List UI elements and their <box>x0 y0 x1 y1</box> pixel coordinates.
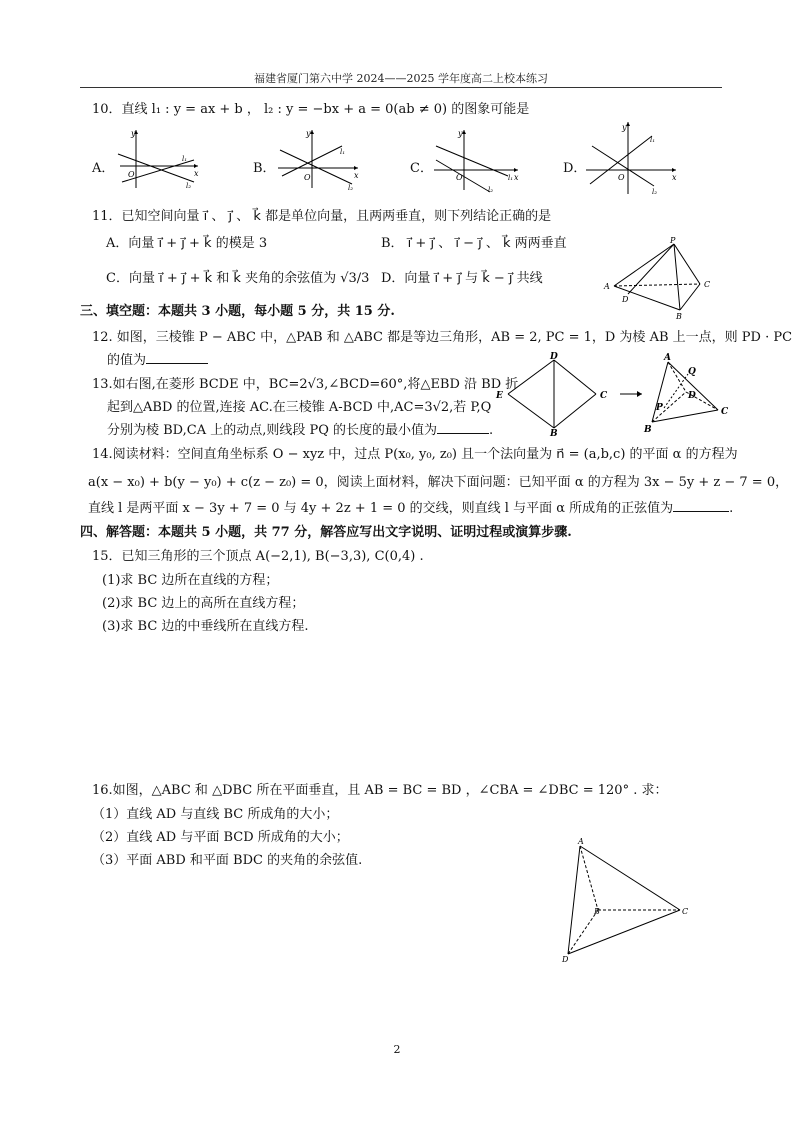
q12-line2 <box>107 352 208 370</box>
q13-fig-label-d: D <box>550 352 558 362</box>
header-divider <box>80 87 722 88</box>
q12-answer-prompt: 的值为 <box>107 353 147 368</box>
graph-d-l1-label: l₁ <box>650 136 656 144</box>
q10-stem: 10．直线 l₁ : y = ax + b ， l₂ : y = −bx + a = 0(ab ≠ 0) 的图象可能是 <box>92 102 530 117</box>
graph-c-l2-label: l₂ <box>488 186 494 194</box>
q16-figure <box>556 834 696 964</box>
graph-c-origin-label: O <box>456 173 463 182</box>
page-header: 福建省厦门第六中学 2024——2025 学年度高二上校本练习 <box>254 72 548 85</box>
q11-fig-label-a: A <box>604 282 610 291</box>
q13-fig-label-c: C <box>600 391 608 401</box>
graph-a-l2-label: l₂ <box>186 182 192 190</box>
q13-fig-label-c2: C <box>721 407 729 417</box>
q10-option-c-label: C． <box>410 161 433 176</box>
graph-a-l1-label: l₁ <box>182 155 188 163</box>
q10-option-b-label: B． <box>253 161 276 176</box>
q16-part2: （2）直线 AD 与平面 BCD 所成角的大小； <box>92 830 349 845</box>
graph-b-l2-label: l₂ <box>348 184 354 192</box>
q15-part2: (2)求 BC 边上的高所在直线方程； <box>102 596 305 611</box>
q13-rhombus-fold-figure <box>492 352 742 436</box>
page-number: 2 <box>393 1043 401 1056</box>
q13-fig-label-q: Q <box>688 367 696 377</box>
q15-part3: (3)求 BC 边的中垂线所在直线方程. <box>102 619 309 634</box>
q11-fig-label-d: D <box>622 295 629 304</box>
q11-option-c: C．向量 i⃗ + j⃗ + k⃗ 和 k⃗ 夹角的余弦值为 √3/3 <box>106 271 370 286</box>
q10-option-a-label: A． <box>92 161 115 176</box>
q10-graph-a <box>112 124 202 192</box>
q16-fig-label-b: B <box>594 907 600 916</box>
q16-fig-label-a: A <box>578 837 584 846</box>
q13-fig-label-e: E <box>496 391 503 401</box>
q14-line3: 直线 l 是两平面 x − 3y + 7 = 0 与 4y + 2z + 1 = 0 的交线，则直线 l 与平面 α 所成角的正弦值为 . <box>88 501 734 516</box>
q10-graph-b <box>272 124 362 192</box>
section-4-title: 四、解答题：本题共 5 小题，共 77 分，解答应写出文字说明、证明过程或演算步骤. <box>80 525 572 540</box>
graph-b-y-label: y <box>306 129 311 138</box>
q10-option-d-label: D． <box>563 161 587 176</box>
graph-c-y-label: y <box>458 129 463 138</box>
q15-part1: (1)求 BC 边所在直线的方程； <box>102 573 279 588</box>
q13-fig-label-d2: D <box>688 391 696 401</box>
q13-fig-label-a: A <box>664 353 671 363</box>
q11-pyramid-figure <box>600 234 730 320</box>
q11-fig-label-b: B <box>676 312 682 320</box>
q11-option-a: A．向量 i⃗ + j⃗ + k⃗ 的模是 3 <box>106 236 268 251</box>
q10-graph-d <box>582 118 682 196</box>
q14-answer-blank <box>673 500 729 512</box>
q16-fig-label-d: D <box>562 955 569 964</box>
q15-stem: 15．已知三角形的三个顶点 A(−2,1), B(−3,3), C(0,4) . <box>92 549 424 564</box>
q11-fig-label-c: C <box>704 280 711 289</box>
graph-b-l1-label: l₁ <box>340 148 346 156</box>
q14-line1: 14.阅读材料：空间直角坐标系 O − xyz 中，过点 P(x₀, y₀, z₀) 且一个法向量为 n⃗ = (a,b,c) 的平面 α 的方程为 <box>92 447 738 462</box>
q10-graph-c <box>428 124 524 194</box>
graph-b-x-label: x <box>354 171 359 180</box>
q16-part3: （3）平面 ABD 和平面 BDC 的夹角的余弦值. <box>92 853 363 868</box>
graph-b-origin-label: O <box>304 173 311 182</box>
q16-fig-label-c: C <box>682 907 689 916</box>
q11-stem: 11．已知空间向量 i⃗ 、 j⃗ 、 k⃗ 都是单位向量，且两两垂直，则下列结论正确的是 <box>92 209 552 224</box>
graph-d-x-label: x <box>672 173 677 182</box>
q12-answer-blank <box>146 352 208 364</box>
q16-stem: 16.如图，△ABC 和 △DBC 所在平面垂直，且 AB = BC = BD ，∠CBA = ∠DBC = 120° . 求： <box>92 783 668 798</box>
q14-line3-text: 直线 l 是两平面 x − 3y + 7 = 0 与 4y + 2z + 1 = 0 的交线，则直线 l 与平面 α 所成角的正弦值为 <box>88 501 674 516</box>
q13-line2: 起到△ABD 的位置,连接 AC.在三棱锥 A-BCD 中,AC=3√2,若 P,Q <box>107 400 492 415</box>
q13-fig-label-b: B <box>550 429 558 436</box>
section-3-title: 三、填空题：本题共 3 小题，每小题 5 分，共 15 分. <box>80 304 395 319</box>
graph-c-l1-label: l₁ <box>508 174 514 182</box>
graph-d-origin-label: O <box>618 173 625 182</box>
q11-option-d: D．向量 i⃗ + j⃗ 与 k⃗ − j⃗ 共线 <box>381 271 543 286</box>
q13-line1: 13.如右图,在菱形 BCDE 中，BC=2√3,∠BCD=60°,将△EBD 沿 BD 折 <box>92 377 519 392</box>
q13-answer-blank <box>437 422 489 434</box>
q13-line3: 分别为棱 BD,CA 上的动点,则线段 PQ 的长度的最小值为 . <box>107 423 494 438</box>
graph-a-x-label: x <box>194 169 199 178</box>
q13-fig-label-p: P <box>656 403 663 413</box>
q14-line2: a(x − x₀) + b(y − y₀) + c(z − z₀) = 0，阅读上面材料，解决下面问题：已知平面 α 的方程为 3x − 5y + z − 7 = 0， <box>88 475 789 490</box>
q16-part1: （1）直线 AD 与直线 BC 所成角的大小； <box>92 807 339 822</box>
graph-a-y-label: y <box>131 129 136 138</box>
graph-c-x-label: x <box>514 173 519 182</box>
q12-line1: 12. 如图，三棱锥 P − ABC 中，△PAB 和 △ABC 都是等边三角形，AB = 2, PC = 1，D 为棱 AB 上一点，则 PD · PC <box>92 330 793 345</box>
graph-d-y-label: y <box>622 123 627 132</box>
q13-fig-label-b2: B <box>644 425 652 435</box>
graph-a-origin-label: O <box>128 170 135 179</box>
graph-d-l2-label: l₂ <box>652 188 658 196</box>
q13-line3-text: 分别为棱 BD,CA 上的动点,则线段 PQ 的长度的最小值为 <box>107 423 438 438</box>
q11-option-b: B． i⃗ + j⃗ 、 i⃗ − j⃗ 、 k⃗ 两两垂直 <box>381 236 567 251</box>
q11-fig-label-p: P <box>670 236 676 245</box>
